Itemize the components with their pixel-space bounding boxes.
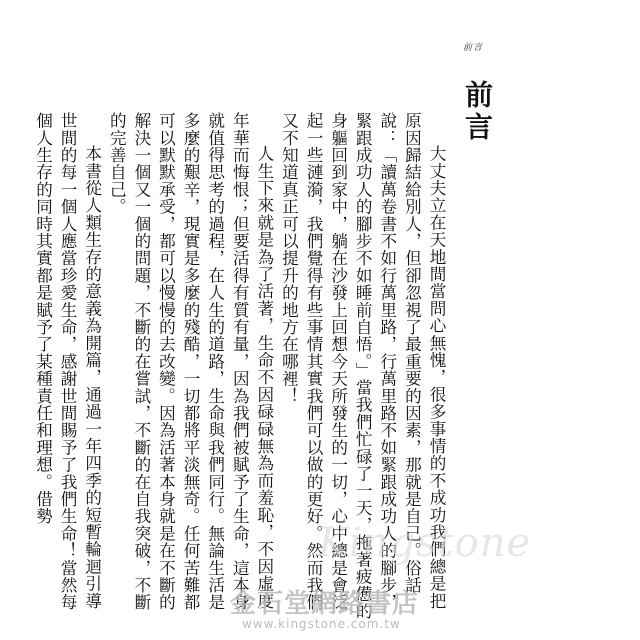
watermark-url: www.kingstone.com.tw (242, 617, 401, 631)
paragraph-3: 本書從人類生存的意義為開篇，通過一年四季的短暫輪迴引導世間的每一個人應當珍愛生命，感謝世間賜予了我們生命！當然每個人生存的同時其實都是賦予了某種責任和理想。借勢 (33, 112, 102, 611)
watermark-logo: 金石堂網路書店 (230, 589, 420, 619)
chapter-title: 前言 (461, 80, 494, 144)
paragraph-2: 人生下來就是為了活著，生命不因碌碌無為而羞恥，不因虛度年華而悔恨；但要活得有質有量，因為我們被賦予了生命，這本身就值得思考的過程，在人生的道路，生命與我們同行。無論生活是多麼的艱辛，現實是多麼的殘酷，一切都將平淡無奇。任何苦難都可以默默承受，都可以慢慢的去改變。因為活著本身就是在不斷的解決一個又一個的問題，不斷的在嘗試，不斷的在自我突破，不斷的完善自己。 (107, 112, 274, 611)
watermark-script: Kingstone (318, 520, 532, 566)
paragraph-1: 大丈夫立在天地間當問心無愧，很多事情的不成功我們總是把原因歸結給別人，但卻忽視了最重要的因素，那就是自己。俗話說：「讀萬卷書不如行萬里路，行萬里路不如緊跟成功人的腳步，緊跟成功人的腳步不如睡前自悟。」當我們忙碌了一天，拖著疲憊的身軀回到家中，躺在沙發上回想今天所發生的一切，心中總是會泛起一些漣漪，我們覺得有些事情其實我們可以做的更好。然而我們又不知道真正可以提升的地方在哪裡！ (279, 112, 446, 620)
running-header: 前言 (463, 43, 484, 53)
